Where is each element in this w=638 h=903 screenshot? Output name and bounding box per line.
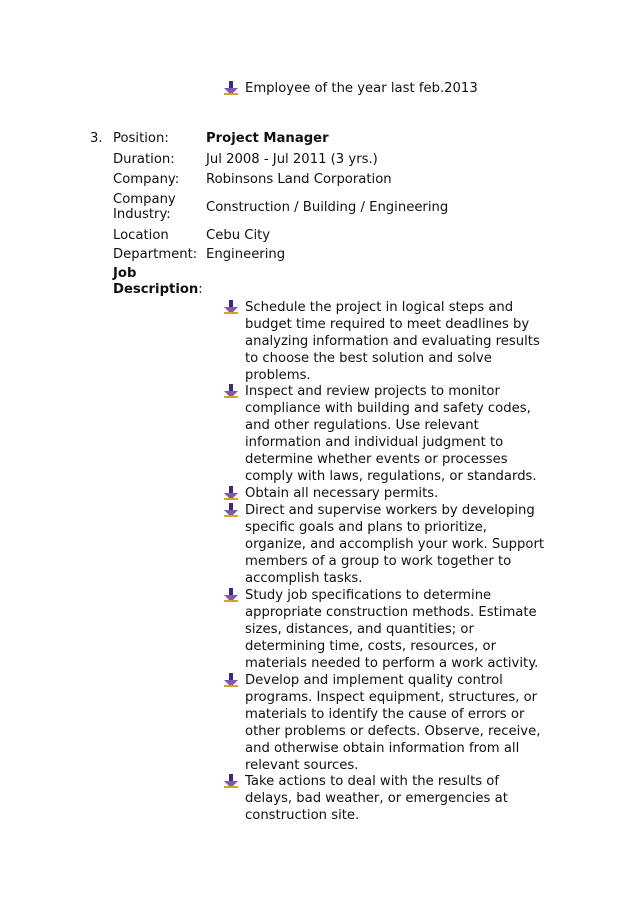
job-description-label-line2 [113, 282, 203, 297]
entry-number: 3. [90, 131, 103, 146]
duty-item: Inspect and review projects to monitor compliance with building and safety codes, and other regulations. Use relevant information and individual judgment to determine whether events or processes comply with laws, regulations, or standards. [245, 384, 537, 484]
duty-item: Direct and supervise workers by developing specific goals and plans to prioritize, organize, and accomplish your work. Support members of a group to work together to accomplish tasks. [245, 503, 545, 586]
arrow-bullet-icon [224, 588, 238, 602]
department-value: Engineering [206, 247, 286, 262]
position-label: Position: [113, 131, 169, 146]
position-value: Project Manager [206, 131, 329, 146]
arrow-bullet-icon [224, 384, 238, 398]
duty-item: Study job specifications to determine appropriate construction methods. Estimate sizes, distances, and quantities; or determining time, costs, resources, or materials needed to perform a work activity. [245, 588, 539, 671]
industry-label-line2: Industry: [113, 207, 171, 222]
arrow-bullet-icon [224, 503, 238, 517]
department-label: Department: [113, 247, 198, 262]
job-description-label-line1: Job [113, 266, 137, 281]
industry-value: Construction / Building / Engineering [206, 200, 449, 215]
duty-item: Take actions to deal with the results of delays, bad weather, or emergencies at construction site. [245, 774, 508, 823]
job-description-label-word: Description [113, 282, 199, 297]
duration-value: Jul 2008 - Jul 2011 (3 yrs.) [206, 152, 378, 167]
duty-item: Develop and implement quality control programs. Inspect equipment, structures, or materials to identify the cause of errors or other problems or defects. Observe, receive, and otherwise obtain information from all relevant sources. [245, 673, 541, 773]
duration-label: Duration: [113, 152, 175, 167]
duty-item: Schedule the project in logical steps and budget time required to meet deadlines by analyzing information and evaluating results to choose the best solution and solve problems. [245, 300, 540, 383]
arrow-bullet-icon [224, 486, 238, 500]
company-label: Company: [113, 172, 180, 187]
industry-label-line1: Company [113, 192, 176, 207]
location-label: Location [113, 228, 169, 243]
arrow-bullet-icon [224, 673, 238, 687]
arrow-bullet-icon [224, 774, 238, 788]
location-value: Cebu City [206, 228, 271, 243]
job-description-colon: : [198, 282, 203, 297]
duty-item: Obtain all necessary permits. [245, 486, 439, 501]
arrow-bullet-icon [224, 300, 238, 314]
company-value: Robinsons Land Corporation [206, 172, 392, 187]
arrow-bullet-icon [224, 81, 238, 95]
intro-bullet-text: Employee of the year last feb.2013 [245, 81, 478, 96]
